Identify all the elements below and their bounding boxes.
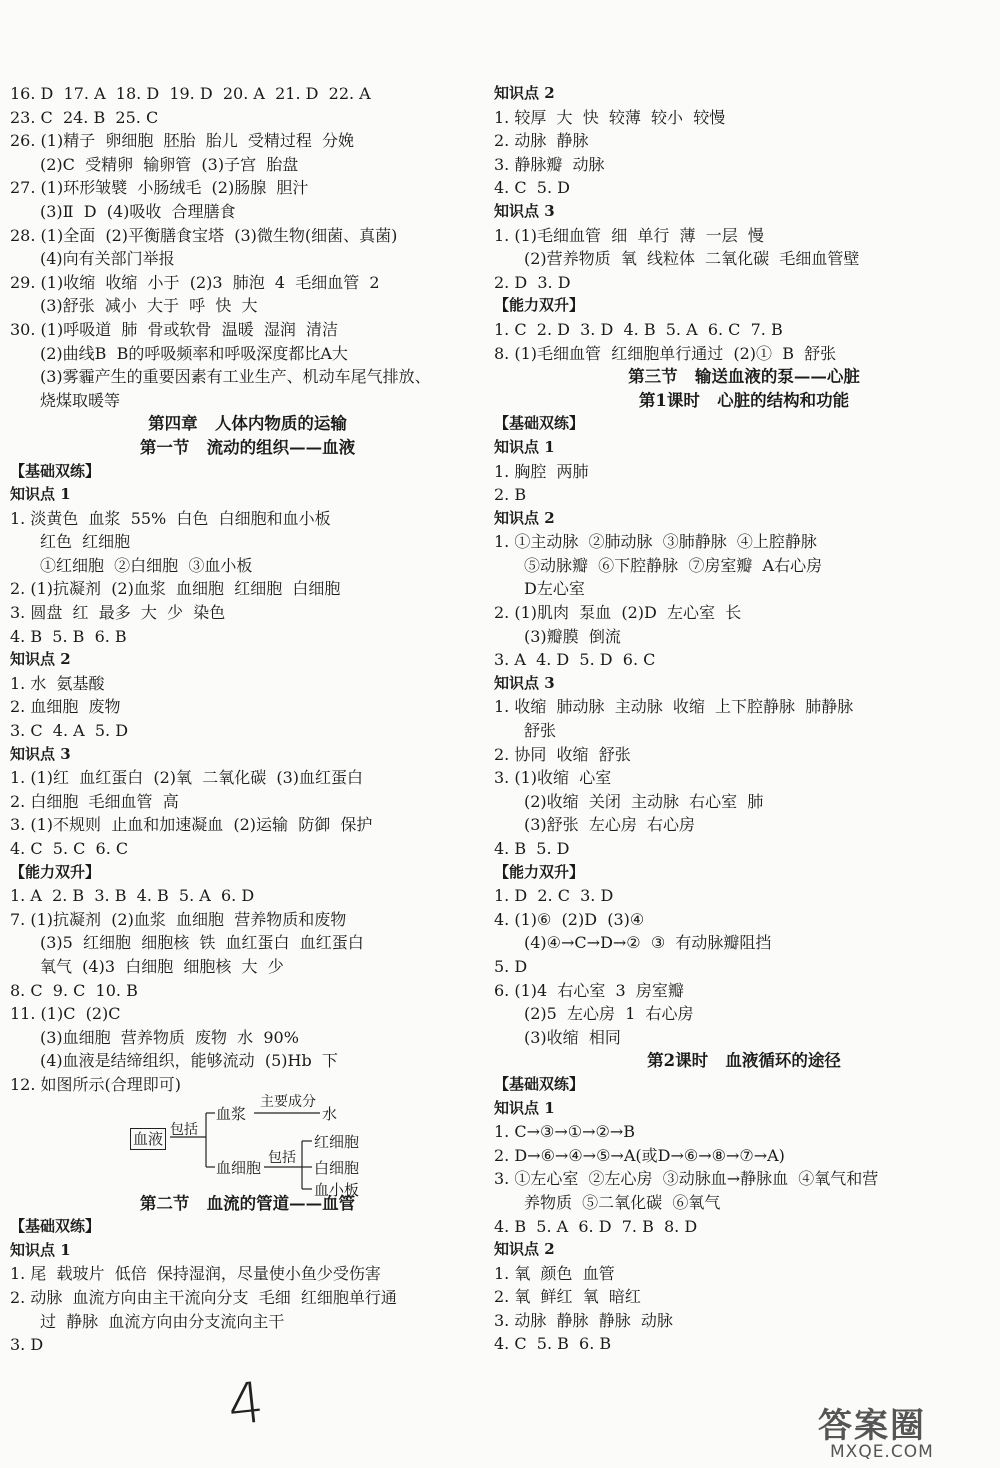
exercise-label: 【基础双练】	[10, 461, 101, 480]
answer-line: 1. 尾 载玻片 低倍 保持湿润，尽量使小鱼少受伤害	[10, 1264, 381, 1284]
diagram-root-blood: 血液	[130, 1128, 166, 1150]
answer-line: 3. 静脉瓣 动脉	[494, 154, 605, 174]
answer-line: 2. D→⑥→④→⑤→A(或D→⑥→⑧→⑦→A)	[494, 1145, 785, 1165]
knowledge-point-label: 知识点 1	[10, 1240, 71, 1259]
answer-line: 氧气 (4)3 白细胞 细胞核 大 少	[40, 956, 284, 976]
answer-line: 4. B 5. A 6. D 7. B 8. D	[494, 1216, 698, 1236]
answer-line: 4. (1)⑥ (2)D (3)④	[494, 909, 645, 929]
knowledge-point-label: 知识点 3	[494, 201, 555, 220]
answer-line: 红色 红细胞	[40, 532, 131, 552]
answer-line: 舒张	[524, 721, 557, 741]
answer-line: 3. ①左心室 ②左心房 ③动脉血→静脉血 ④氧气和营	[494, 1169, 879, 1189]
answer-line: 1. D 2. C 3. D	[494, 886, 614, 906]
exercise-label: 【能力双升】	[494, 296, 585, 315]
answer-line: (4)向有关部门举报	[40, 249, 175, 269]
answer-line: 4. C 5. C 6. C	[10, 839, 129, 858]
answer-line: 1. 收缩 肺动脉 主动脉 收缩 上下腔静脉 肺静脉	[494, 697, 854, 717]
answer-line: ①红细胞 ②白细胞 ③血小板	[40, 555, 253, 575]
answer-line: 2. 协同 收缩 舒张	[494, 744, 631, 764]
answer-line: (3)5 红细胞 细胞核 铁 血红蛋白 血红蛋白	[40, 933, 364, 953]
section-heading: 第一节 流动的组织——血液	[139, 437, 356, 457]
diagram-wbc: 白细胞	[314, 1158, 360, 1177]
answer-line: 3. A 4. D 5. D 6. C	[494, 650, 656, 670]
answer-line: 11. (1)C (2)C	[10, 1004, 121, 1024]
diagram-plasma: 血浆	[216, 1104, 247, 1123]
section-heading: 第二节 血流的管道——血管	[139, 1193, 356, 1213]
watermark-url: MXQE.COM	[830, 1442, 934, 1462]
answer-line: 4. C 5. B 6. B	[494, 1334, 612, 1354]
answer-line: (4)④→C→D→② ③ 有动脉瓣阻挡	[524, 933, 772, 953]
answer-line: 2. 氧 鲜红 氧 暗红	[494, 1287, 641, 1307]
diagram-main-component: 主要成分	[260, 1093, 316, 1110]
answer-line: D左心室	[524, 579, 585, 599]
section-heading: 第2课时 血液循环的途径	[647, 1051, 841, 1071]
answer-line: 1. A 2. B 3. B 4. B 5. A 6. D	[10, 886, 255, 906]
answer-line: 30. (1)呼吸道 肺 骨或软骨 温暖 湿润 清洁	[10, 319, 339, 339]
diagram-platelet: 血小板	[314, 1180, 360, 1199]
answer-line: 3. D	[10, 1335, 44, 1355]
exercise-label: 【基础双练】	[10, 1217, 101, 1236]
answer-line: 5. D	[494, 956, 528, 976]
answer-line: 4. B 5. B 6. B	[10, 626, 127, 646]
exercise-label: 【能力双升】	[494, 862, 585, 881]
answer-line: 16. D 17. A 18. D 19. D 20. A 21. D 22. A	[10, 84, 371, 103]
answer-line: 6. (1)4 右心室 3 房室瓣	[494, 980, 684, 1000]
answer-line: (3)收缩 相同	[524, 1027, 621, 1047]
section-heading: 第1课时 心脏的结构和功能	[638, 390, 850, 410]
answer-line: 8. (1)毛细血管 红细胞单行通过 (2)① B 舒张	[494, 343, 837, 363]
answer-line: 过 静脉 血流方向由分支流向主干	[40, 1311, 285, 1331]
answer-line: 4. C 5. D	[494, 178, 570, 198]
answer-line: 3. 圆盘 红 最多 大 少 染色	[10, 603, 226, 623]
right-column	[494, 82, 994, 1356]
answer-line: 3. C 4. A 5. D	[10, 721, 129, 741]
knowledge-point-label: 知识点 1	[494, 1098, 555, 1117]
answer-line: 2. 动脉 血流方向由主干流向分支 毛细 红细胞单行通	[10, 1287, 397, 1307]
answer-line: 1. 较厚 大 快 较薄 较小 较慢	[494, 107, 726, 127]
answer-line: 2. (1)抗凝剂 (2)血浆 血细胞 红细胞 白细胞	[10, 579, 341, 599]
diagram-rbc: 红细胞	[314, 1132, 360, 1151]
answer-line: 2. 白细胞 毛细血管 高	[10, 791, 179, 811]
answer-line: (3)血细胞 营养物质 废物 水 90%	[40, 1027, 299, 1047]
exercise-label: 【能力双升】	[10, 862, 101, 881]
answer-line: 1. 淡黄色 血浆 55% 白色 白细胞和血小板	[10, 508, 331, 528]
knowledge-point-label: 知识点 1	[494, 437, 555, 456]
knowledge-point-label: 知识点 3	[494, 673, 555, 692]
answer-line: ⑤动脉瓣 ⑥下腔静脉 ⑦房室瓣 A右心房	[524, 555, 823, 575]
answer-line: 27. (1)环形皱襞 小肠绒毛 (2)肠腺 胆汁	[10, 178, 309, 198]
answer-line: (2)收缩 关闭 主动脉 右心室 肺	[524, 791, 764, 811]
exercise-label: 【基础双练】	[494, 1074, 585, 1093]
knowledge-point-label: 知识点 2	[494, 84, 555, 102]
answer-line: 1. (1)红 血红蛋白 (2)氧 二氧化碳 (3)血红蛋白	[10, 768, 364, 788]
answer-line: 3. (1)不规则 止血和加速凝血 (2)运输 防御 保护	[10, 815, 373, 835]
answer-line: 12. 如图所示(合理即可)	[10, 1074, 182, 1094]
answer-line: 2. 动脉 静脉	[494, 131, 589, 151]
blood-composition-diagram	[10, 1093, 485, 1199]
answer-line: 1. C→③→①→②→B	[494, 1122, 636, 1142]
answer-line: (3)瓣膜 倒流	[524, 626, 621, 646]
answer-line: 1. (1)毛细血管 细 单行 薄 一层 慢	[494, 225, 764, 245]
diagram-include-label: 包括	[170, 1121, 198, 1138]
answer-line: (2)5 左心房 1 右心房	[524, 1004, 694, 1024]
answer-line: 2. (1)肌肉 泵血 (2)D 左心室 长	[494, 603, 742, 623]
answer-line: 1. 水 氨基酸	[10, 673, 105, 693]
watermark-logo	[818, 1398, 993, 1464]
answer-line: 养物质 ⑤二氧化碳 ⑥氧气	[524, 1192, 721, 1212]
answer-line: (3)Ⅱ D (4)吸收 合理膳食	[40, 201, 236, 221]
section-heading: 第三节 输送血液的泵——心脏	[628, 367, 860, 387]
watermark-title: 答案圈	[818, 1406, 926, 1446]
answer-line: 8. C 9. C 10. B	[10, 980, 138, 1000]
section-heading: 第四章 人体内物质的运输	[148, 414, 347, 434]
page-number: 4	[224, 1370, 267, 1439]
answer-line: 28. (1)全面 (2)平衡膳食宝塔 (3)微生物(细菌、真菌)	[10, 225, 398, 245]
knowledge-point-label: 知识点 1	[10, 485, 71, 504]
diagram-include-label-2: 包括	[268, 1149, 296, 1166]
answer-line: 3. 动脉 静脉 静脉 动脉	[494, 1310, 673, 1330]
diagram-blood-cells: 血细胞	[216, 1158, 262, 1177]
answer-line: 29. (1)收缩 收缩 小于 (2)3 肺泡 4 毛细血管 2	[10, 272, 380, 292]
answer-line: 26. (1)精子 卵细胞 胚胎 胎儿 受精过程 分娩	[10, 131, 355, 151]
answer-line: 1. 氧 颜色 血管	[494, 1263, 615, 1283]
answer-line: 1. ①主动脉 ②肺动脉 ③肺静脉 ④上腔静脉	[494, 532, 817, 552]
answer-line: 2. 血细胞 废物	[10, 697, 121, 717]
answer-line: 1. 胸腔 两肺	[494, 461, 589, 481]
answer-line: (2)曲线B B的呼吸频率和呼吸深度都比A大	[40, 343, 348, 363]
answer-line: 2. B	[494, 485, 527, 505]
answer-line: (4)血液是结缔组织，能够流动 (5)Hb 下	[40, 1051, 338, 1071]
answer-line: 烧煤取暖等	[40, 390, 121, 410]
answer-line: 4. B 5. D	[494, 839, 570, 858]
exercise-label: 【基础双练】	[494, 414, 585, 433]
answer-line: 3. (1)收缩 心室	[494, 768, 612, 788]
knowledge-point-label: 知识点 2	[494, 1240, 555, 1259]
answer-line: (3)舒张 减小 大于 呼 快 大	[40, 296, 258, 316]
answer-line: 23. C 24. B 25. C	[10, 107, 159, 127]
answer-line: 7. (1)抗凝剂 (2)血浆 血细胞 营养物质和废物	[10, 909, 347, 929]
knowledge-point-label: 知识点 3	[10, 744, 71, 763]
answer-line: 2. D 3. D	[494, 272, 571, 292]
answer-line: (3)雾霾产生的重要因素有工业生产、机动车尾气排放、	[40, 367, 431, 387]
knowledge-point-label: 知识点 2	[10, 650, 71, 669]
diagram-water: 水	[322, 1104, 338, 1123]
answer-line: (2)营养物质 氧 线粒体 二氧化碳 毛细血管壁	[524, 249, 860, 269]
knowledge-point-label: 知识点 2	[494, 508, 555, 527]
answer-line: (2)C 受精卵 输卵管 (3)子宫 胎盘	[40, 154, 299, 174]
answer-line: 1. C 2. D 3. D 4. B 5. A 6. C 7. B	[494, 319, 783, 339]
left-column	[10, 82, 485, 1357]
answer-line: (3)舒张 左心房 右心房	[524, 815, 696, 835]
